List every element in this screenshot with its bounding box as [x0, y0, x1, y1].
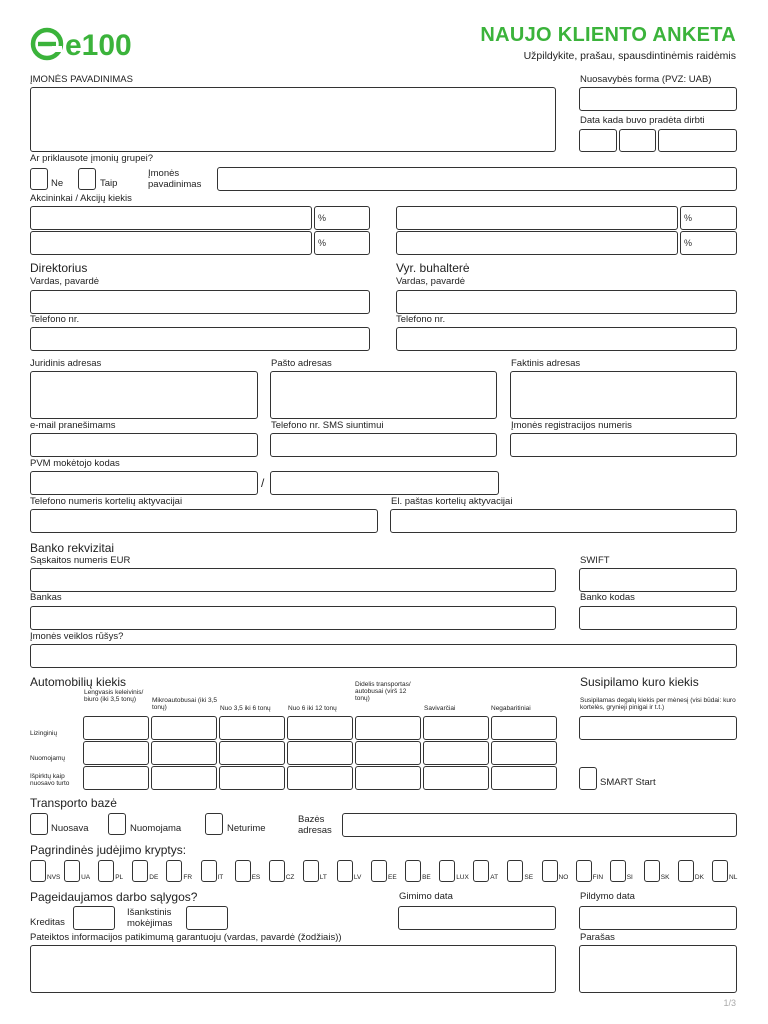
- shareholder-3-pct[interactable]: %: [314, 231, 370, 255]
- fill-date-field[interactable]: [579, 906, 737, 930]
- vehicle-cell[interactable]: [491, 766, 557, 790]
- shareholders-label: Akcininkai / Akcijų kiekis: [30, 193, 132, 204]
- credit-field[interactable]: [73, 906, 115, 930]
- shareholder-2-name[interactable]: [396, 206, 678, 230]
- e100-logo-icon: [30, 26, 140, 62]
- country-label: LT: [319, 874, 327, 881]
- rented-label: Nuomojama: [130, 823, 182, 834]
- ownership-label: Nuosavybės forma (PVZ: UAB): [580, 74, 712, 85]
- base-address-field[interactable]: [342, 813, 737, 837]
- vat-label: PVM mokėtojo kodas: [30, 458, 120, 469]
- prepay-label: Išankstinis mokėjimas: [127, 907, 173, 929]
- company-name-field[interactable]: [30, 87, 556, 152]
- none-checkbox[interactable]: [205, 813, 223, 835]
- shareholder-1-pct[interactable]: %: [314, 206, 370, 230]
- start-date-label: Data kada buvo pradėta dirbti: [580, 115, 705, 126]
- country-label: DK: [694, 874, 704, 881]
- director-phone-label: Telefono nr.: [30, 314, 80, 325]
- owned-checkbox[interactable]: [30, 813, 48, 835]
- logo-text: e100: [65, 29, 132, 62]
- logo: [30, 26, 140, 62]
- vehicle-cell[interactable]: [83, 741, 149, 765]
- email-notify-label: e-mail pranešimams: [30, 420, 116, 431]
- country-checkbox-cz[interactable]: [269, 860, 285, 882]
- vehicle-col-5: Didelis transportas/ autobusai (virš 12 tonų): [355, 681, 411, 702]
- bank-field[interactable]: [30, 606, 556, 630]
- country-label: PL: [115, 874, 124, 881]
- account-field[interactable]: [30, 568, 556, 592]
- country-checkbox-lv[interactable]: [337, 860, 353, 882]
- country-label: SI: [626, 874, 633, 881]
- start-date-field-1[interactable]: [579, 129, 617, 152]
- vehicle-cell[interactable]: [151, 741, 217, 765]
- country-checkbox-be[interactable]: [405, 860, 421, 882]
- group-no-label: Ne: [51, 178, 64, 189]
- page-title: NAUJO KLIENTO ANKETA: [480, 24, 736, 46]
- company-name-label: ĮMONĖS PAVADINIMAS: [30, 74, 133, 85]
- country-label: NO: [558, 874, 569, 881]
- country-label: SE: [524, 874, 534, 881]
- page-subtitle: Užpildykite, prašau, spausdintinėmis raidėmis: [523, 50, 736, 62]
- vehicle-col-3: Nuo 3,5 iki 6 tonų: [220, 705, 271, 712]
- country-label: UA: [81, 874, 91, 881]
- group-company-label: Įmonės pavadinimas: [148, 168, 202, 190]
- directions-title: Pagrindinės judėjimo kryptys:: [30, 843, 187, 857]
- country-label: NVS: [47, 874, 61, 881]
- country-checkbox-lux[interactable]: [439, 860, 455, 882]
- country-checkbox-sk[interactable]: [644, 860, 660, 882]
- accountant-name-field[interactable]: [396, 290, 737, 314]
- country-checkbox-se[interactable]: [507, 860, 523, 882]
- vehicle-cell[interactable]: [83, 766, 149, 790]
- start-date-field-2[interactable]: [619, 129, 656, 152]
- signature-field[interactable]: [579, 945, 737, 993]
- bank-code-field[interactable]: [579, 606, 737, 630]
- transport-title: Transporto bazė: [30, 796, 117, 810]
- birth-date-label: Gimimo data: [399, 891, 453, 902]
- vehicle-col-4: Nuo 6 iki 12 tonų: [288, 705, 337, 712]
- vehicle-col-1: Lengvasis keleivinis/ biuro (iki 3,5 tonų): [84, 689, 144, 703]
- director-name-label: Vardas, pavardė: [30, 276, 100, 287]
- country-label: EE: [388, 874, 397, 881]
- vehicle-cell[interactable]: [491, 741, 557, 765]
- ownership-field[interactable]: [579, 87, 737, 111]
- vehicle-row-2: Nuomojamų: [30, 755, 66, 762]
- vehicle-cell[interactable]: [423, 716, 489, 740]
- smart-start-checkbox[interactable]: [579, 767, 597, 790]
- signature-label: Parašas: [580, 932, 615, 943]
- postal-address-label: Pašto adresas: [271, 358, 332, 369]
- vehicle-cell[interactable]: [151, 766, 217, 790]
- vehicle-cell[interactable]: [287, 716, 353, 740]
- shareholder-4-pct[interactable]: %: [680, 231, 737, 255]
- shareholder-4-name[interactable]: [396, 231, 678, 255]
- country-label: CZ: [285, 874, 295, 881]
- group-company-field[interactable]: [217, 167, 737, 191]
- country-checkbox-de[interactable]: [132, 860, 148, 882]
- accountant-name-label: Vardas, pavardė: [396, 276, 466, 287]
- legal-address-label: Juridinis adresas: [30, 358, 102, 369]
- reg-no-label: Įmonės registracijos numeris: [511, 420, 632, 431]
- activity-field[interactable]: [30, 644, 737, 668]
- country-checkbox-ee[interactable]: [371, 860, 387, 882]
- page-number: 1/3: [723, 998, 736, 1008]
- fuel-title: Susipilamo kuro kiekis: [580, 675, 699, 689]
- actual-address-field[interactable]: [510, 371, 737, 419]
- guarantor-field[interactable]: [30, 945, 556, 993]
- base-address-label: Bazės adresas: [298, 814, 332, 836]
- country-label: AT: [490, 874, 499, 881]
- none-label: Neturime: [227, 823, 266, 834]
- fill-date-label: Pildymo data: [580, 891, 635, 902]
- owned-label: Nuosava: [51, 823, 89, 834]
- bank-label: Bankas: [30, 592, 62, 603]
- country-checkbox-ua[interactable]: [64, 860, 80, 882]
- guarantor-label: Pateiktos informacijos patikimumą garantuoju (vardas, pavardė (žodžiais)): [30, 932, 342, 943]
- country-checkbox-nl[interactable]: [712, 860, 728, 882]
- card-email-label: El. paštas kortelių aktyvacijai: [391, 496, 513, 507]
- birth-date-field[interactable]: [398, 906, 556, 930]
- country-checkbox-it[interactable]: [201, 860, 217, 882]
- terms-title: Pageidaujamos darbo sąlygos?: [30, 890, 198, 904]
- vehicle-row-3: Išpirktų kaip nuosavo turto: [30, 773, 70, 787]
- vehicle-cell[interactable]: [151, 716, 217, 740]
- vehicle-cell[interactable]: [355, 766, 421, 790]
- country-label: FR: [183, 874, 193, 881]
- card-phone-field[interactable]: [30, 509, 378, 533]
- country-label: BE: [422, 874, 431, 881]
- country-label: LUX: [456, 874, 469, 881]
- card-email-field[interactable]: [390, 509, 737, 533]
- rented-checkbox[interactable]: [108, 813, 126, 835]
- vehicles-title: Automobilių kiekis: [30, 675, 127, 689]
- actual-address-label: Faktinis adresas: [511, 358, 581, 369]
- vehicle-col-7: Negabaritiniai: [491, 705, 531, 712]
- shareholder-2-pct[interactable]: %: [680, 206, 737, 230]
- bank-code-label: Banko kodas: [580, 592, 635, 603]
- vehicle-cell[interactable]: [287, 741, 353, 765]
- swift-field[interactable]: [579, 568, 737, 592]
- vehicle-cell[interactable]: [355, 741, 421, 765]
- accountant-title: Vyr. buhalterė: [396, 261, 470, 275]
- vehicle-cell[interactable]: [219, 741, 285, 765]
- country-checkbox-at[interactable]: [473, 860, 489, 882]
- country-checkbox-si[interactable]: [610, 860, 626, 882]
- shareholder-1-name[interactable]: [30, 206, 312, 230]
- fuel-field[interactable]: [579, 716, 737, 740]
- country-checkbox-no[interactable]: [542, 860, 558, 882]
- group-yes-checkbox[interactable]: [78, 168, 96, 190]
- vehicle-cell[interactable]: [83, 716, 149, 740]
- director-title: Direktorius: [30, 261, 88, 275]
- postal-address-field[interactable]: [270, 371, 497, 419]
- sms-phone-label: Telefono nr. SMS siuntimui: [271, 420, 384, 431]
- country-label: FIN: [592, 874, 604, 881]
- vehicle-row-1: Lizinginių: [30, 730, 58, 737]
- accountant-phone-label: Telefono nr.: [396, 314, 446, 325]
- country-checkbox-dk[interactable]: [678, 860, 694, 882]
- country-label: ES: [251, 874, 261, 881]
- start-date-field-3[interactable]: [658, 129, 737, 152]
- country-label: NL: [729, 874, 738, 881]
- vehicle-cell[interactable]: [219, 716, 285, 740]
- smart-start-label: SMART Start: [600, 777, 656, 788]
- reg-no-field[interactable]: [510, 433, 737, 457]
- country-checkbox-pl[interactable]: [98, 860, 114, 882]
- legal-address-field[interactable]: [30, 371, 258, 419]
- shareholder-3-name[interactable]: [30, 231, 312, 255]
- account-label: Sąskaitos numeris EUR: [30, 555, 131, 566]
- card-phone-label: Telefono numeris kortelių aktyvacijai: [30, 496, 183, 507]
- country-label: IT: [217, 874, 224, 881]
- vehicle-col-6: Savivarčiai: [424, 705, 456, 712]
- sms-phone-field[interactable]: [270, 433, 497, 457]
- vehicle-cell[interactable]: [219, 766, 285, 790]
- country-label: SK: [660, 874, 670, 881]
- vehicle-cell[interactable]: [423, 741, 489, 765]
- vehicle-cell[interactable]: [355, 716, 421, 740]
- vat-field-1[interactable]: [30, 471, 258, 495]
- accountant-phone-field[interactable]: [396, 327, 737, 351]
- email-notify-field[interactable]: [30, 433, 258, 457]
- bank-title: Banko rekvizitai: [30, 541, 115, 555]
- vehicle-col-2: Mikroautobusai (iki 3,5 tonų): [152, 697, 218, 711]
- credit-label: Kreditas: [30, 917, 65, 928]
- director-name-field[interactable]: [30, 290, 370, 314]
- group-yes-label: Taip: [100, 178, 118, 189]
- director-phone-field[interactable]: [30, 327, 370, 351]
- fuel-note: Susipilamas degalų kiekis per mėnesį (visi būdai: kuro kortelės, grynieji pinigai ir t.t.): [580, 697, 736, 711]
- vehicle-cell[interactable]: [423, 766, 489, 790]
- vehicle-cell[interactable]: [491, 716, 557, 740]
- country-label: LV: [353, 874, 362, 881]
- country-checkbox-es[interactable]: [235, 860, 251, 882]
- country-label: DE: [149, 874, 159, 881]
- country-checkbox-fin[interactable]: [576, 860, 592, 882]
- group-question: Ar priklausote įmonių grupei?: [30, 153, 154, 164]
- country-checkbox-nvs[interactable]: [30, 860, 46, 882]
- prepay-field[interactable]: [186, 906, 228, 930]
- vat-field-2[interactable]: [270, 471, 499, 495]
- country-checkbox-lt[interactable]: [303, 860, 319, 882]
- group-no-checkbox[interactable]: [30, 168, 48, 190]
- vat-slash: /: [261, 476, 265, 490]
- vehicle-cell[interactable]: [287, 766, 353, 790]
- activity-label: Įmonės veiklos rūšys?: [30, 631, 124, 642]
- swift-label: SWIFT: [580, 555, 610, 566]
- country-checkbox-fr[interactable]: [166, 860, 182, 882]
